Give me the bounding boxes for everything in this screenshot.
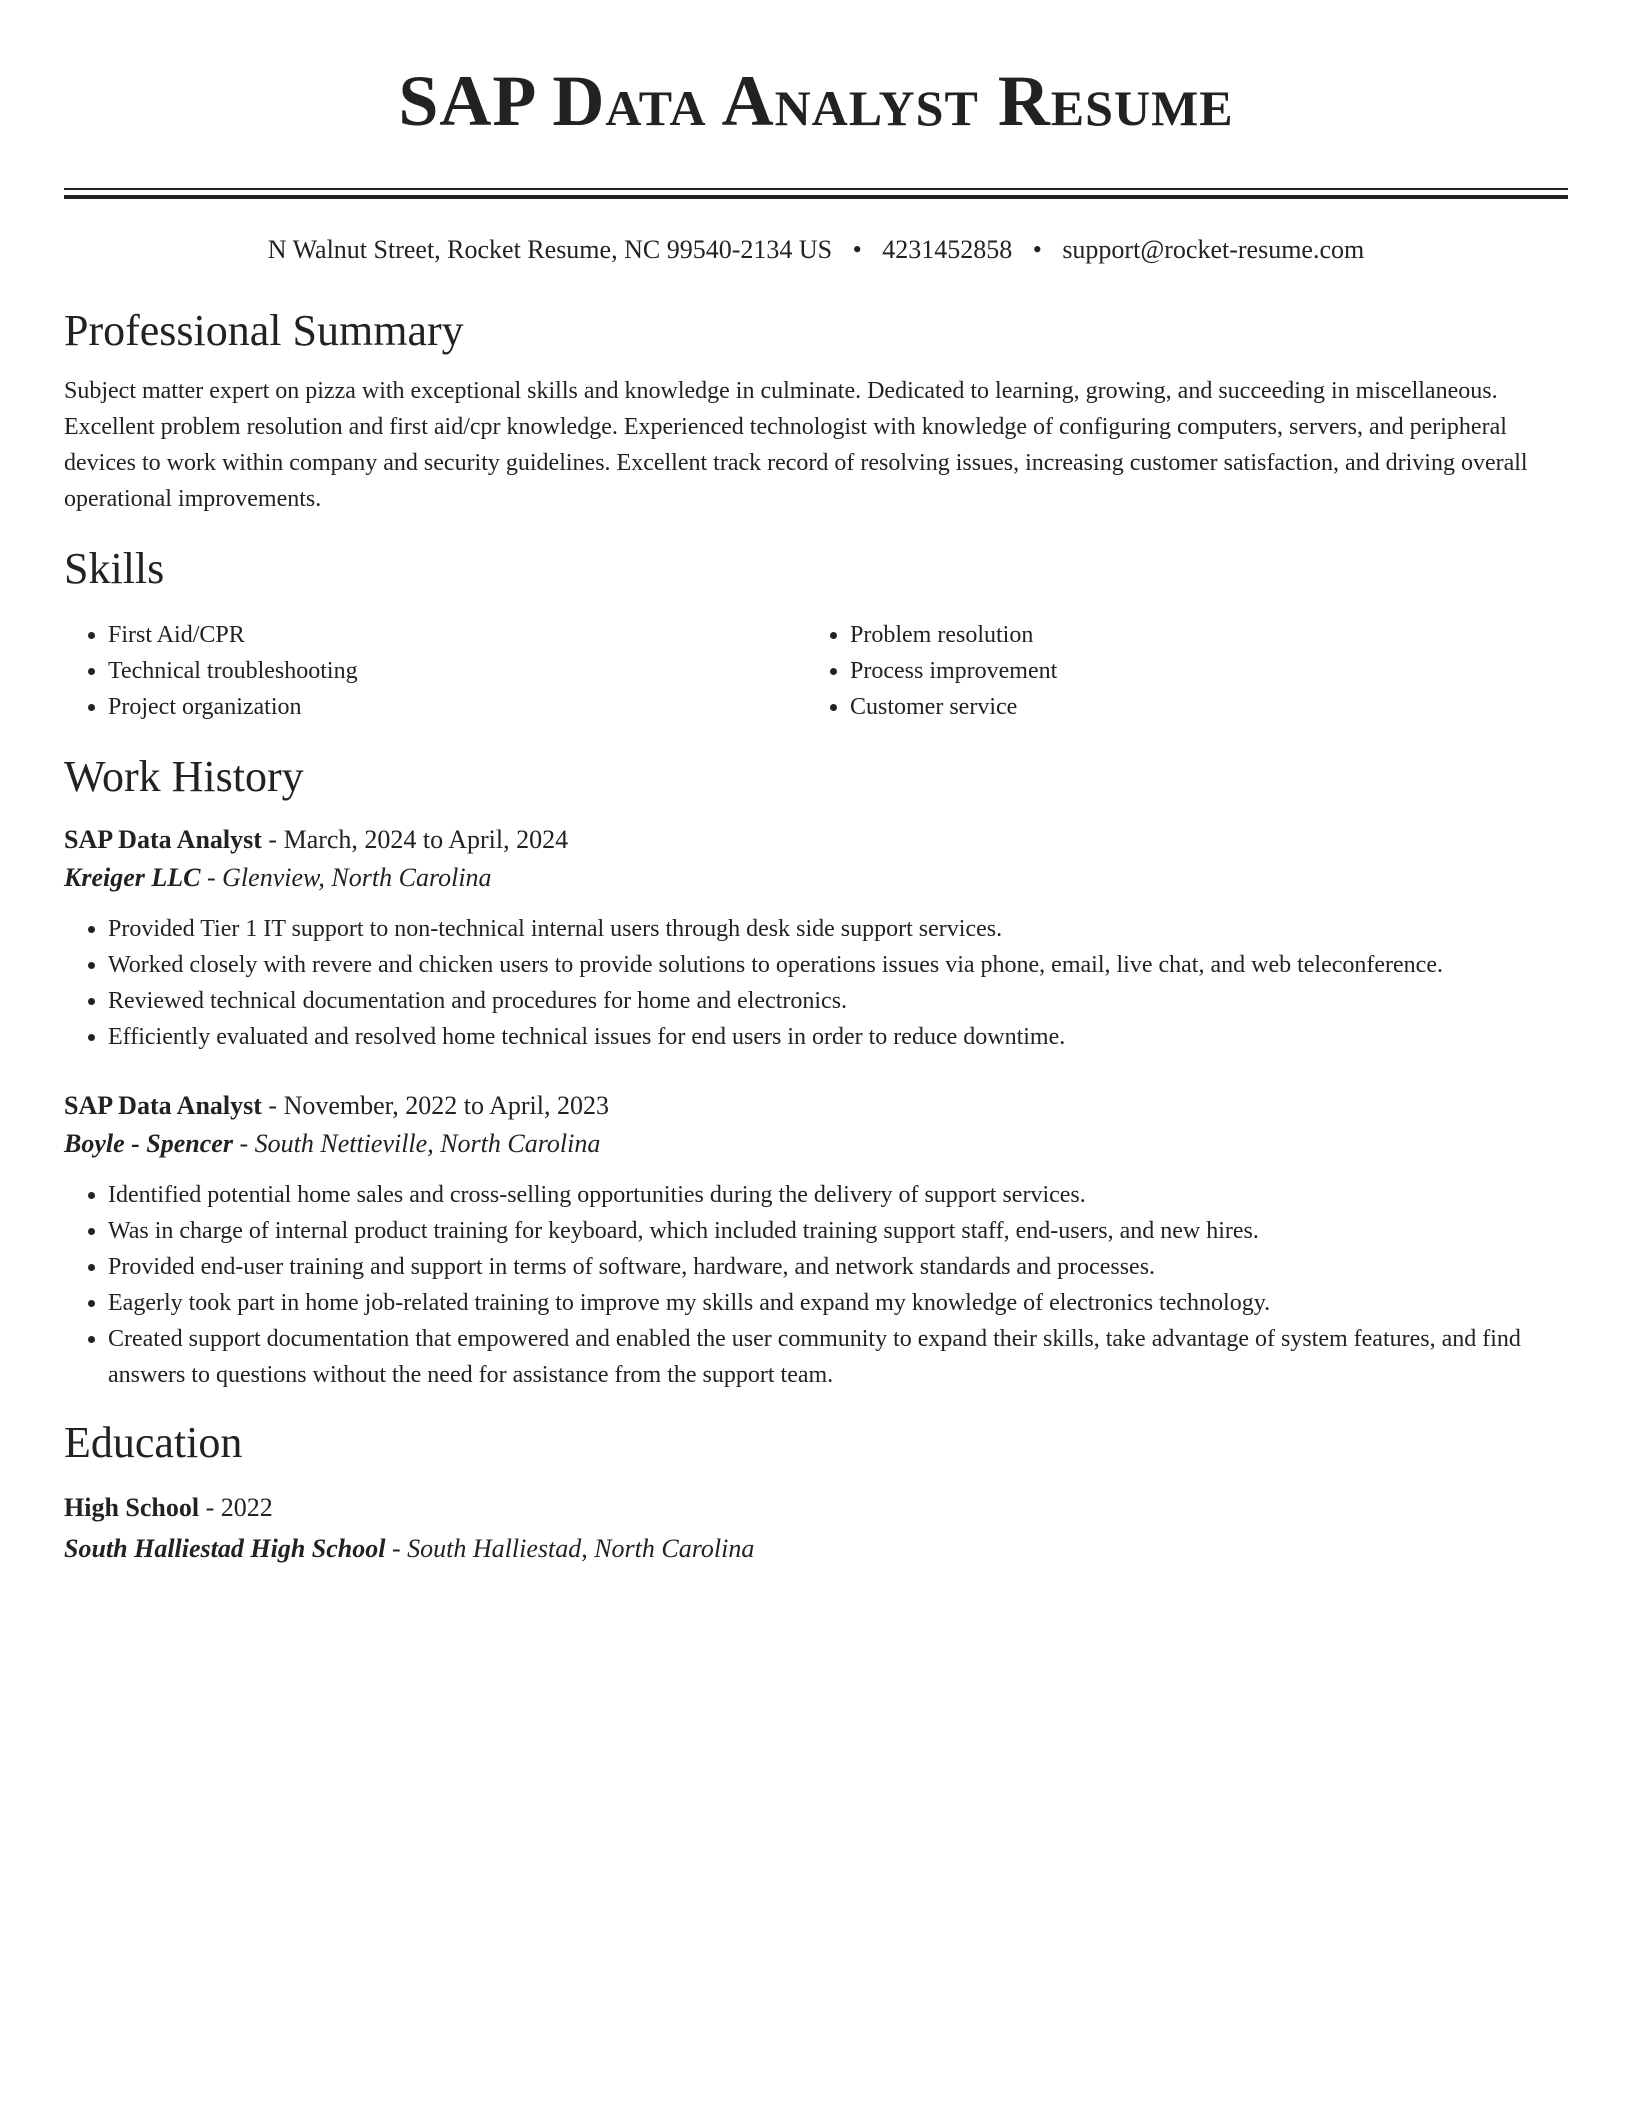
education-entry [64, 1489, 1568, 1568]
skill-item: • Technical troubleshooting [108, 653, 806, 689]
job-role: SAP Data Analyst [64, 1091, 262, 1120]
skill-item: • First Aid/CPR [108, 617, 806, 653]
job-bullet: • Efficiently evaluated and resolved home technical issues for end users in order to reduce downtime. [108, 1019, 1568, 1055]
contact-email: support@rocket-resume.com [1062, 235, 1365, 264]
job-bullet: • Created support documentation that empowered and enabled the user community to expand their skills, take advantage of system features, and find answers to questions without the need for assistance from the support team. [108, 1321, 1568, 1393]
skills-heading: Skills [64, 544, 165, 593]
job-bullets [64, 911, 1568, 1055]
job-bullet: • Identified potential home sales and cross-selling opportunities during the delivery of support services. [108, 1177, 1568, 1213]
job-bullet: • Eagerly took part in home job-related training to improve my skills and expand my knowledge of electronics technology. [108, 1285, 1568, 1321]
job-entry [64, 821, 1568, 1055]
job-title-line [64, 821, 1568, 859]
title-divider [64, 188, 1568, 199]
work-history-heading: Work History [64, 752, 304, 801]
education-heading: Education [64, 1418, 243, 1467]
contact-phone: 4231452858 [882, 235, 1013, 264]
employer-location: - South Nettieville, North Carolina [232, 1129, 601, 1158]
skill-item: • Process improvement [850, 653, 1548, 689]
contact-separator: • [852, 235, 862, 264]
job-role: SAP Data Analyst [64, 825, 262, 854]
resume-title: SAP Data Analyst Resume [398, 61, 1234, 141]
skills-list [64, 617, 1568, 725]
job-title-line [64, 1087, 1568, 1125]
contact-info [64, 233, 1568, 267]
degree-year: - 2022 [199, 1493, 273, 1522]
skill-item: • Project organization [108, 689, 806, 725]
job-bullet: • Worked closely with revere and chicken users to provide solutions to operations issues via phone, email, live chat, and web teleconference. [108, 947, 1568, 983]
summary-heading: Professional Summary [64, 306, 464, 355]
employer-name: Boyle - Spencer [64, 1129, 233, 1158]
employer-location: - Glenview, North Carolina [200, 863, 492, 892]
school-line [64, 1530, 1568, 1568]
skill-item: • Customer service [850, 689, 1548, 725]
contact-separator: • [1032, 235, 1042, 264]
summary-text: Subject matter expert on pizza with exceptional skills and knowledge in culminate. Dedicated to learning, growing, and succeeding in miscellaneous. Excellent problem resolution and first aid/cpr knowledge. Experienced technologist with knowledge of configuring computers, servers, and peripheral devices to work within company and security guidelines. Excellent track record of resolving issues, increasing customer satisfaction, and driving overall operational improvements. [64, 378, 1528, 512]
job-bullets [64, 1177, 1568, 1393]
degree-name: High School [64, 1493, 200, 1522]
job-bullet: • Provided Tier 1 IT support to non-technical internal users through desk side support services. [108, 911, 1568, 947]
skill-item: • Problem resolution [850, 617, 1548, 653]
degree-line [64, 1489, 1568, 1527]
employer-name: Kreiger LLC [64, 863, 201, 892]
job-dates: - November, 2022 to April, 2023 [261, 1091, 609, 1120]
skills-column-right [806, 617, 1548, 725]
job-bullet: • Was in charge of internal product training for keyboard, which included training support staff, end-users, and new hires. [108, 1213, 1568, 1249]
school-location: - South Halliestad, North Carolina [385, 1534, 755, 1563]
skills-column-left [64, 617, 806, 725]
contact-address: N Walnut Street, Rocket Resume, NC 99540-2134 US [267, 235, 833, 264]
job-entry [64, 1087, 1568, 1393]
employer-line [64, 859, 1568, 897]
job-bullet: • Reviewed technical documentation and procedures for home and electronics. [108, 983, 1568, 1019]
job-dates: - March, 2024 to April, 2024 [261, 825, 569, 854]
job-bullet: • Provided end-user training and support in terms of software, hardware, and network standards and processes. [108, 1249, 1568, 1285]
employer-line [64, 1125, 1568, 1163]
school-name: South Halliestad High School [64, 1534, 386, 1563]
